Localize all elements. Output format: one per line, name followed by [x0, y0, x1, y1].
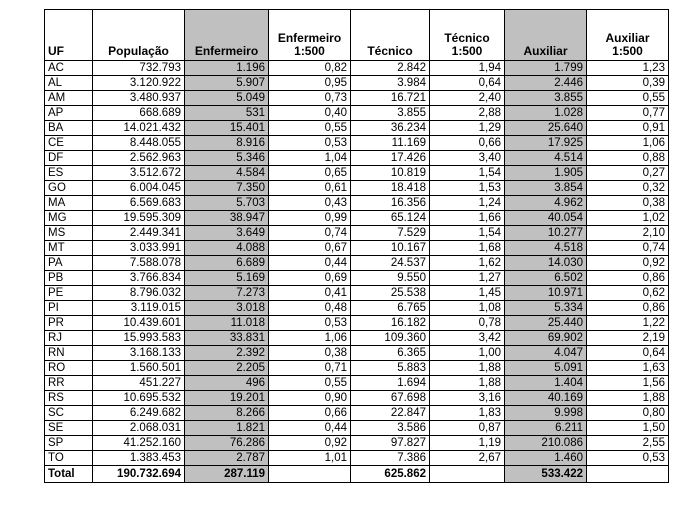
cell-auxiliar-ratio: 0,39: [587, 76, 669, 91]
cell-auxiliar-ratio: 0,80: [587, 406, 669, 421]
table-row: [45, 241, 669, 256]
cell-auxiliar: 4.047: [505, 346, 587, 361]
header-auxiliar-ratio: Auxiliar 1:500: [587, 10, 669, 61]
cell-enfermeiro: 496: [185, 376, 269, 391]
cell-tecnico: 16.356: [351, 196, 430, 211]
cell-uf: MA: [45, 196, 93, 211]
cell-populacao: 8.448.055: [93, 136, 185, 151]
cell-populacao: 8.796.032: [93, 286, 185, 301]
cell-auxiliar: 210.086: [505, 436, 587, 451]
cell-auxiliar: 10.971: [505, 286, 587, 301]
header-tecnico-ratio: Técnico 1:500: [430, 10, 505, 61]
cell-uf: PA: [45, 256, 93, 271]
cell-enfermeiro-ratio: 1,01: [269, 451, 351, 466]
cell-populacao: 3.120.922: [93, 76, 185, 91]
cell-auxiliar: 2.446: [505, 76, 587, 91]
cell-tecnico: 16.182: [351, 316, 430, 331]
cell-auxiliar: 25.440: [505, 316, 587, 331]
cell-enfermeiro-ratio: 0,40: [269, 106, 351, 121]
cell-auxiliar: 14.030: [505, 256, 587, 271]
cell-tecnico: 7.386: [351, 451, 430, 466]
cell-uf: DF: [45, 151, 93, 166]
cell-tecnico-ratio: 0,87: [430, 421, 505, 436]
cell-tecnico: 25.538: [351, 286, 430, 301]
cell-tecnico: 5.883: [351, 361, 430, 376]
cell-enfermeiro: 4.088: [185, 241, 269, 256]
cell-tecnico-ratio: 1,54: [430, 166, 505, 181]
cell-auxiliar-ratio: 0,86: [587, 301, 669, 316]
cell-auxiliar-ratio: 0,38: [587, 196, 669, 211]
cell-uf: SP: [45, 436, 93, 451]
cell-auxiliar-ratio: 0,86: [587, 271, 669, 286]
table-row: [45, 301, 669, 316]
cell-enfermeiro: 7.273: [185, 286, 269, 301]
cell-auxiliar: 5.091: [505, 361, 587, 376]
cell-tecnico-ratio: 1,88: [430, 361, 505, 376]
table-row: [45, 286, 669, 301]
table-row: [45, 151, 669, 166]
cell-tecnico-ratio: 1,08: [430, 301, 505, 316]
cell-enfermeiro-ratio: 0,74: [269, 226, 351, 241]
table-row: [45, 196, 669, 211]
table-row: [45, 76, 669, 91]
header-enfermeiro-ratio: Enfermeiro 1:500: [269, 10, 351, 61]
cell-enfermeiro: 76.286: [185, 436, 269, 451]
cell-enfermeiro: 5.703: [185, 196, 269, 211]
nursing-staff-table: [44, 9, 669, 483]
cell-enfermeiro: 5.907: [185, 76, 269, 91]
cell-uf: TO: [45, 451, 93, 466]
cell-auxiliar-ratio: 0,91: [587, 121, 669, 136]
cell-enfermeiro: 5.346: [185, 151, 269, 166]
table-row: [45, 316, 669, 331]
cell-enfermeiro: 38.947: [185, 211, 269, 226]
cell-auxiliar-ratio: 0,74: [587, 241, 669, 256]
cell-tecnico-ratio: 1,66: [430, 211, 505, 226]
cell-auxiliar: 10.277: [505, 226, 587, 241]
cell-auxiliar-ratio: 1,88: [587, 391, 669, 406]
cell-populacao: 668.689: [93, 106, 185, 121]
cell-tecnico-ratio: 3,42: [430, 331, 505, 346]
cell-auxiliar: 69.902: [505, 331, 587, 346]
cell-auxiliar: 17.925: [505, 136, 587, 151]
cell-tecnico-ratio: 0,78: [430, 316, 505, 331]
cell-auxiliar: 1.028: [505, 106, 587, 121]
cell-auxiliar-ratio: 0,77: [587, 106, 669, 121]
cell-auxiliar: 1.905: [505, 166, 587, 181]
table-row: [45, 271, 669, 286]
header-tecnico: Técnico: [351, 10, 430, 61]
cell-enfermeiro-ratio: 0,44: [269, 256, 351, 271]
cell-auxiliar: 1.799: [505, 61, 587, 76]
table-row: [45, 136, 669, 151]
cell-tecnico-ratio: 1,27: [430, 271, 505, 286]
header-uf: UF: [45, 10, 93, 61]
cell-tecnico-ratio: 1,19: [430, 436, 505, 451]
cell-auxiliar: 1.460: [505, 451, 587, 466]
cell-tecnico: 22.847: [351, 406, 430, 421]
cell-populacao: 6.249.682: [93, 406, 185, 421]
cell-auxiliar-ratio: 0,62: [587, 286, 669, 301]
cell-enfermeiro: 5.049: [185, 91, 269, 106]
cell-enfermeiro: 2.787: [185, 451, 269, 466]
cell-auxiliar-ratio: 2,10: [587, 226, 669, 241]
cell-uf: AC: [45, 61, 93, 76]
cell-tecnico: 6.765: [351, 301, 430, 316]
cell-populacao: 3.033.991: [93, 241, 185, 256]
cell-tecnico: 16.721: [351, 91, 430, 106]
cell-enfermeiro-ratio: 0,65: [269, 166, 351, 181]
cell-enfermeiro: 3.018: [185, 301, 269, 316]
total-tecnico: 625.862: [351, 466, 430, 483]
cell-auxiliar: 40.169: [505, 391, 587, 406]
cell-tecnico-ratio: 3,40: [430, 151, 505, 166]
cell-populacao: 3.766.834: [93, 271, 185, 286]
table-row: [45, 436, 669, 451]
cell-enfermeiro: 2.205: [185, 361, 269, 376]
table-row: [45, 391, 669, 406]
cell-enfermeiro-ratio: 1,04: [269, 151, 351, 166]
cell-populacao: 6.004.045: [93, 181, 185, 196]
cell-enfermeiro: 8.916: [185, 136, 269, 151]
cell-auxiliar: 4.962: [505, 196, 587, 211]
cell-auxiliar: 25.640: [505, 121, 587, 136]
cell-auxiliar-ratio: 1,23: [587, 61, 669, 76]
cell-enfermeiro: 2.392: [185, 346, 269, 361]
cell-tecnico: 3.855: [351, 106, 430, 121]
table-body: [45, 61, 669, 466]
cell-auxiliar-ratio: 0,88: [587, 151, 669, 166]
cell-populacao: 19.595.309: [93, 211, 185, 226]
cell-populacao: 3.168.133: [93, 346, 185, 361]
table-row: [45, 211, 669, 226]
cell-populacao: 451.227: [93, 376, 185, 391]
cell-auxiliar-ratio: 0,92: [587, 256, 669, 271]
cell-tecnico-ratio: 1,29: [430, 121, 505, 136]
cell-tecnico: 3.586: [351, 421, 430, 436]
cell-uf: BA: [45, 121, 93, 136]
cell-enfermeiro-ratio: 0,43: [269, 196, 351, 211]
cell-auxiliar-ratio: 0,53: [587, 451, 669, 466]
cell-uf: PE: [45, 286, 93, 301]
cell-tecnico: 2.842: [351, 61, 430, 76]
cell-populacao: 10.439.601: [93, 316, 185, 331]
table-row: [45, 376, 669, 391]
cell-tecnico: 18.418: [351, 181, 430, 196]
cell-uf: RO: [45, 361, 93, 376]
cell-populacao: 10.695.532: [93, 391, 185, 406]
table-row: [45, 121, 669, 136]
table-row: [45, 406, 669, 421]
cell-auxiliar-ratio: 0,32: [587, 181, 669, 196]
cell-enfermeiro-ratio: 0,44: [269, 421, 351, 436]
cell-populacao: 2.449.341: [93, 226, 185, 241]
cell-auxiliar: 3.855: [505, 91, 587, 106]
cell-uf: PB: [45, 271, 93, 286]
cell-tecnico-ratio: 3,16: [430, 391, 505, 406]
total-auxiliar-ratio: [587, 466, 669, 483]
cell-populacao: 2.068.031: [93, 421, 185, 436]
cell-populacao: 14.021.432: [93, 121, 185, 136]
cell-auxiliar-ratio: 0,64: [587, 346, 669, 361]
cell-tecnico-ratio: 0,66: [430, 136, 505, 151]
cell-uf: CE: [45, 136, 93, 151]
cell-tecnico-ratio: 1,68: [430, 241, 505, 256]
cell-tecnico: 3.984: [351, 76, 430, 91]
cell-uf: RJ: [45, 331, 93, 346]
total-enfermeiro-ratio: [269, 466, 351, 483]
cell-enfermeiro-ratio: 0,73: [269, 91, 351, 106]
cell-enfermeiro: 11.018: [185, 316, 269, 331]
cell-enfermeiro: 1.821: [185, 421, 269, 436]
cell-tecnico-ratio: 1,88: [430, 376, 505, 391]
cell-auxiliar-ratio: 1,63: [587, 361, 669, 376]
total-enfermeiro: 287.119: [185, 466, 269, 483]
cell-enfermeiro-ratio: 0,53: [269, 136, 351, 151]
cell-populacao: 3.480.937: [93, 91, 185, 106]
cell-populacao: 2.562.963: [93, 151, 185, 166]
total-auxiliar: 533.422: [505, 466, 587, 483]
cell-enfermeiro-ratio: 0,92: [269, 436, 351, 451]
cell-enfermeiro-ratio: 0,55: [269, 376, 351, 391]
cell-enfermeiro: 3.649: [185, 226, 269, 241]
cell-uf: AM: [45, 91, 93, 106]
cell-enfermeiro-ratio: 0,99: [269, 211, 351, 226]
cell-populacao: 732.793: [93, 61, 185, 76]
cell-auxiliar: 6.502: [505, 271, 587, 286]
cell-auxiliar: 9.998: [505, 406, 587, 421]
cell-tecnico: 109.360: [351, 331, 430, 346]
cell-populacao: 1.383.453: [93, 451, 185, 466]
total-row: [45, 466, 669, 483]
cell-auxiliar: 5.334: [505, 301, 587, 316]
cell-tecnico: 1.694: [351, 376, 430, 391]
total-tecnico-ratio: [430, 466, 505, 483]
table-row: [45, 451, 669, 466]
cell-enfermeiro: 5.169: [185, 271, 269, 286]
cell-tecnico-ratio: 1,54: [430, 226, 505, 241]
cell-enfermeiro-ratio: 0,67: [269, 241, 351, 256]
cell-tecnico-ratio: 2,40: [430, 91, 505, 106]
cell-enfermeiro-ratio: 1,06: [269, 331, 351, 346]
cell-tecnico: 24.537: [351, 256, 430, 271]
cell-auxiliar: 1.404: [505, 376, 587, 391]
cell-enfermeiro-ratio: 0,38: [269, 346, 351, 361]
cell-uf: RS: [45, 391, 93, 406]
cell-uf: SC: [45, 406, 93, 421]
cell-uf: PI: [45, 301, 93, 316]
cell-auxiliar-ratio: 1,50: [587, 421, 669, 436]
cell-auxiliar-ratio: 0,27: [587, 166, 669, 181]
table-row: [45, 421, 669, 436]
table-row: [45, 106, 669, 121]
cell-auxiliar: 4.514: [505, 151, 587, 166]
cell-uf: MG: [45, 211, 93, 226]
table-row: [45, 346, 669, 361]
cell-enfermeiro-ratio: 0,41: [269, 286, 351, 301]
cell-tecnico-ratio: 2,88: [430, 106, 505, 121]
table-row: [45, 91, 669, 106]
total-populacao: 190.732.694: [93, 466, 185, 483]
table-row: [45, 331, 669, 346]
cell-enfermeiro: 4.584: [185, 166, 269, 181]
cell-populacao: 7.588.078: [93, 256, 185, 271]
cell-uf: RR: [45, 376, 93, 391]
cell-enfermeiro-ratio: 0,69: [269, 271, 351, 286]
cell-tecnico-ratio: 1,53: [430, 181, 505, 196]
cell-enfermeiro: 1.196: [185, 61, 269, 76]
cell-tecnico: 67.698: [351, 391, 430, 406]
cell-populacao: 3.119.015: [93, 301, 185, 316]
cell-auxiliar: 40.054: [505, 211, 587, 226]
cell-populacao: 3.512.672: [93, 166, 185, 181]
cell-tecnico: 36.234: [351, 121, 430, 136]
cell-auxiliar-ratio: 1,22: [587, 316, 669, 331]
cell-enfermeiro-ratio: 0,48: [269, 301, 351, 316]
table-row: [45, 166, 669, 181]
table-row: [45, 61, 669, 76]
cell-populacao: 15.993.583: [93, 331, 185, 346]
cell-enfermeiro-ratio: 0,66: [269, 406, 351, 421]
cell-enfermeiro-ratio: 0,61: [269, 181, 351, 196]
cell-uf: SE: [45, 421, 93, 436]
header-row: [45, 10, 669, 61]
cell-auxiliar-ratio: 2,19: [587, 331, 669, 346]
cell-auxiliar-ratio: 1,06: [587, 136, 669, 151]
cell-uf: PR: [45, 316, 93, 331]
table-row: [45, 181, 669, 196]
cell-tecnico: 11.169: [351, 136, 430, 151]
cell-uf: RN: [45, 346, 93, 361]
cell-uf: GO: [45, 181, 93, 196]
cell-tecnico: 10.819: [351, 166, 430, 181]
cell-auxiliar: 6.211: [505, 421, 587, 436]
cell-enfermeiro-ratio: 0,82: [269, 61, 351, 76]
cell-enfermeiro: 7.350: [185, 181, 269, 196]
cell-auxiliar-ratio: 1,56: [587, 376, 669, 391]
cell-tecnico-ratio: 0,64: [430, 76, 505, 91]
cell-tecnico-ratio: 1,45: [430, 286, 505, 301]
cell-auxiliar-ratio: 0,55: [587, 91, 669, 106]
cell-tecnico: 17.426: [351, 151, 430, 166]
cell-tecnico: 10.167: [351, 241, 430, 256]
cell-tecnico-ratio: 2,67: [430, 451, 505, 466]
cell-enfermeiro: 6.689: [185, 256, 269, 271]
cell-tecnico: 7.529: [351, 226, 430, 241]
cell-uf: MT: [45, 241, 93, 256]
cell-populacao: 1.560.501: [93, 361, 185, 376]
cell-tecnico: 6.365: [351, 346, 430, 361]
cell-enfermeiro-ratio: 0,55: [269, 121, 351, 136]
cell-enfermeiro: 8.266: [185, 406, 269, 421]
cell-auxiliar: 3.854: [505, 181, 587, 196]
cell-enfermeiro-ratio: 0,71: [269, 361, 351, 376]
table-row: [45, 226, 669, 241]
cell-enfermeiro: 19.201: [185, 391, 269, 406]
header-populacao: População: [93, 10, 185, 61]
cell-populacao: 41.252.160: [93, 436, 185, 451]
cell-uf: ES: [45, 166, 93, 181]
cell-tecnico-ratio: 1,00: [430, 346, 505, 361]
cell-tecnico: 97.827: [351, 436, 430, 451]
cell-auxiliar-ratio: 1,02: [587, 211, 669, 226]
table-row: [45, 361, 669, 376]
cell-tecnico-ratio: 1,83: [430, 406, 505, 421]
cell-enfermeiro-ratio: 0,53: [269, 316, 351, 331]
cell-tecnico-ratio: 1,62: [430, 256, 505, 271]
cell-tecnico: 65.124: [351, 211, 430, 226]
cell-uf: MS: [45, 226, 93, 241]
cell-uf: AL: [45, 76, 93, 91]
cell-tecnico-ratio: 1,94: [430, 61, 505, 76]
total-label: Total: [45, 466, 93, 483]
cell-enfermeiro: 531: [185, 106, 269, 121]
table-row: [45, 256, 669, 271]
cell-populacao: 6.569.683: [93, 196, 185, 211]
cell-tecnico-ratio: 1,24: [430, 196, 505, 211]
cell-tecnico: 9.550: [351, 271, 430, 286]
cell-enfermeiro: 33.831: [185, 331, 269, 346]
header-auxiliar: Auxiliar: [505, 10, 587, 61]
cell-auxiliar-ratio: 2,55: [587, 436, 669, 451]
cell-enfermeiro-ratio: 0,95: [269, 76, 351, 91]
cell-enfermeiro-ratio: 0,90: [269, 391, 351, 406]
cell-enfermeiro: 15.401: [185, 121, 269, 136]
header-enfermeiro: Enfermeiro: [185, 10, 269, 61]
cell-uf: AP: [45, 106, 93, 121]
cell-auxiliar: 4.518: [505, 241, 587, 256]
